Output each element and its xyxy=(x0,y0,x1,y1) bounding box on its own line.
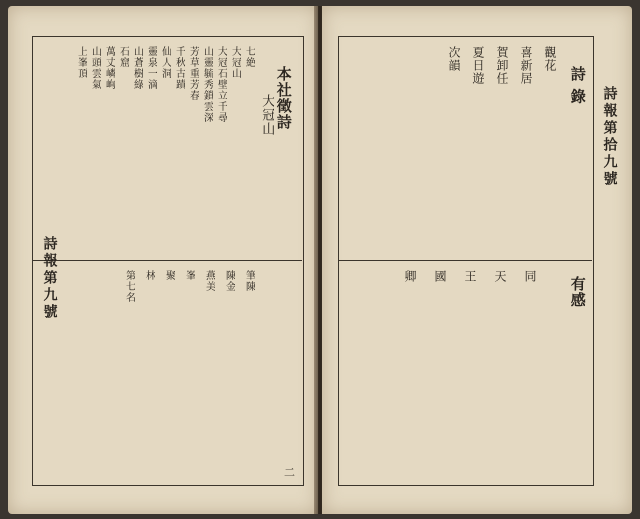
right-col-1: 觀花 xyxy=(543,46,557,72)
right-page xyxy=(322,6,632,514)
left-bottom-col-6: 林 xyxy=(143,270,155,281)
left-bottom-col-4: 峯 xyxy=(183,270,195,281)
left-col-2: 大冠山 xyxy=(229,46,241,79)
left-col-11: 萬丈嶙峋 xyxy=(103,46,115,90)
right-col-4: 夏日遊 xyxy=(471,46,485,85)
left-bottom-col-3: 燕美 xyxy=(203,270,215,292)
right-bottom-col-3: 王 xyxy=(463,270,477,283)
left-col-3: 大冠石壁立千尋 xyxy=(215,46,227,123)
left-bottom-col-1: 筆陳 xyxy=(243,270,255,292)
left-col-12: 山頭雲氣 xyxy=(89,46,101,90)
left-col-6: 千秋古蹟 xyxy=(173,46,185,90)
left-col-7: 仙人洞 xyxy=(159,46,171,79)
right-bottom-col-1: 同 xyxy=(523,270,537,283)
left-col-4: 山靈毓秀鎖雲深 xyxy=(201,46,213,123)
book-spread xyxy=(8,6,632,514)
right-page-mid-rule xyxy=(338,260,592,261)
left-bottom-col-7: 第七名 xyxy=(123,270,135,303)
left-col-8: 靈泉一滴 xyxy=(145,46,157,90)
left-page xyxy=(8,6,318,514)
left-col-1: 七絶 xyxy=(243,46,255,68)
right-bottom-col-4: 國 xyxy=(433,270,447,283)
left-col-10: 石窟 xyxy=(117,46,129,68)
left-col-9: 山蒼樹綠 xyxy=(131,46,143,90)
right-bottom-col-5: 卿 xyxy=(403,270,417,283)
right-heading-mid: 有感 xyxy=(568,276,587,308)
right-col-5: 次韻 xyxy=(447,46,461,72)
left-page-number: 二 xyxy=(284,466,295,479)
right-col-3: 賀卸任 xyxy=(495,46,509,85)
right-bottom-col-2: 天 xyxy=(493,270,507,283)
right-margin-title: 詩報第拾九號 xyxy=(601,86,618,188)
left-page-mid-rule xyxy=(32,260,302,261)
left-bottom-col-2: 陳金 xyxy=(223,270,235,292)
right-heading-top: 詩 錄 xyxy=(568,66,587,105)
right-col-2: 喜新居 xyxy=(519,46,533,85)
left-margin-title: 詩報第九號 xyxy=(41,236,58,321)
left-col-5: 芳草重芳春 xyxy=(187,46,199,101)
left-subheading: 大冠山 xyxy=(259,94,275,136)
left-section-heading: 本社徵詩 xyxy=(274,66,293,130)
left-bottom-col-5: 聚 xyxy=(163,270,175,281)
left-col-13: 上峯頂 xyxy=(75,46,87,79)
